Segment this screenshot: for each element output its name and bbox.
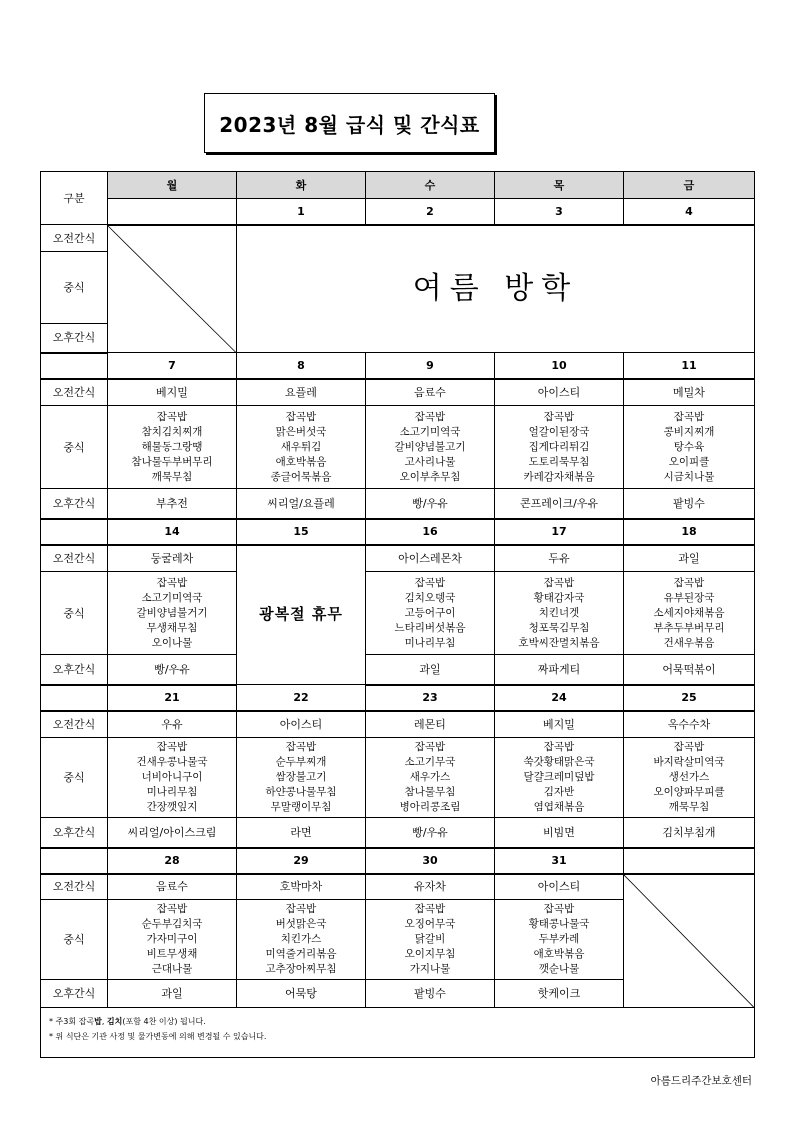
am-snack-cell: 아이스티 [237, 711, 366, 738]
pm-snack-cell: 어묵떡볶이 [624, 655, 755, 685]
lunch-cell: 잡곡밥 쑥갓황태맑은국 달걀크레미덮밥 김자반 염엽채볶음 [495, 738, 624, 818]
am-snack-cell: 음료수 [108, 874, 237, 900]
row-label-pm: 오후간식 [41, 818, 108, 848]
pm-snack-cell: 콘프레이크/우유 [495, 489, 624, 519]
date-cell: 3 [495, 199, 624, 225]
day-mon: 월 [108, 172, 237, 199]
lunch-cell: 잡곡밥 오징어무국 닭갈비 오이지무침 가지나물 [366, 900, 495, 980]
row-label-lunch: 중식 [41, 900, 108, 980]
week3-date-row [41, 519, 755, 545]
date-cell: 14 [108, 519, 237, 545]
week2-pm-row [41, 489, 755, 519]
diagonal-line [624, 875, 754, 1008]
date-cell: 11 [624, 353, 755, 379]
pm-snack-cell: 짜파게티 [495, 655, 624, 685]
am-snack-cell: 베지밀 [495, 711, 624, 738]
row-label-lunch: 중식 [41, 572, 108, 655]
date-cell: 9 [366, 353, 495, 379]
page-title-text: 2023년 8월 급식 및 간식표 [219, 112, 480, 137]
note-bold-kimchi: 김치 [106, 1017, 123, 1026]
pm-snack-cell: 핫케이크 [495, 980, 624, 1008]
row-label-am: 오전간식 [41, 545, 108, 572]
am-snack-cell: 베지밀 [108, 379, 237, 406]
date-cell: 2 [366, 199, 495, 225]
lunch-cell: 잡곡밥 소고기미역국 갈비양념불고기 고사리나물 오이부추무침 [366, 406, 495, 489]
pm-snack-cell: 과일 [366, 655, 495, 685]
week5-date-row [41, 848, 755, 874]
lunch-cell: 잡곡밥 콩비지찌개 탕수육 오이피클 시금치나물 [624, 406, 755, 489]
row-label-am: 오전간식 [41, 711, 108, 738]
pm-snack-cell: 라면 [237, 818, 366, 848]
am-snack-cell: 유자차 [366, 874, 495, 900]
row-label-am: 오전간식 [41, 874, 108, 900]
am-snack-cell: 우유 [108, 711, 237, 738]
week1-date-row [41, 199, 755, 225]
date-cell [624, 848, 755, 874]
lunch-cell: 잡곡밥 참치김치찌개 해물동그랑땡 참나물두부버무리 깨묵무침 [108, 406, 237, 489]
date-cell: 1 [237, 199, 366, 225]
am-snack-cell: 아이스티 [495, 379, 624, 406]
day-header-row [41, 172, 755, 199]
holiday-cell: 광복절 휴무 [237, 545, 366, 685]
row-label-pm: 오후간식 [41, 655, 108, 685]
corner-label: 구분 [41, 172, 108, 225]
lunch-cell: 잡곡밥 건새우콩나물국 너비아니구이 미나리무침 간장깻잎지 [108, 738, 237, 818]
date-cell: 30 [366, 848, 495, 874]
lunch-cell: 잡곡밥 순두부찌개 쌈장불고기 하얀콩나물무침 무말랭이무침 [237, 738, 366, 818]
date-cell: 25 [624, 685, 755, 711]
notes-cell [41, 1008, 755, 1058]
pm-snack-cell: 씨리얼/아이스크림 [108, 818, 237, 848]
week3-lunch-row [41, 572, 755, 655]
blank-cell [41, 519, 108, 545]
week2-date-row [41, 353, 755, 379]
date-cell: 7 [108, 353, 237, 379]
lunch-cell: 잡곡밥 유부된장국 소세지야채볶음 부추두부버무리 건새우볶음 [624, 572, 755, 655]
week2-lunch-row [41, 406, 755, 489]
day-tue: 화 [237, 172, 366, 199]
pm-snack-cell: 팥빙수 [366, 980, 495, 1008]
date-cell: 28 [108, 848, 237, 874]
lunch-cell: 잡곡밥 순두부김치국 가자미구이 비트무생채 근대나물 [108, 900, 237, 980]
note-text: (포함 4찬 이상) 됩니다. [122, 1017, 206, 1026]
pm-snack-cell: 빵/우유 [108, 655, 237, 685]
pm-snack-cell: 어묵탕 [237, 980, 366, 1008]
am-snack-cell: 옥수수차 [624, 711, 755, 738]
am-snack-cell: 음료수 [366, 379, 495, 406]
pm-snack-cell: 과일 [108, 980, 237, 1008]
diagonal-line [108, 226, 236, 353]
page-title [204, 93, 495, 153]
summer-vacation-banner: 여름 방학 [237, 225, 755, 353]
date-cell: 22 [237, 685, 366, 711]
week4-lunch-row [41, 738, 755, 818]
row-label-am: 오전간식 [41, 379, 108, 406]
date-cell: 15 [237, 519, 366, 545]
week5-am-row [41, 874, 755, 900]
date-cell: 31 [495, 848, 624, 874]
center-name: 아름드리주간보호센터 [650, 1075, 752, 1087]
pm-snack-cell: 비빔면 [495, 818, 624, 848]
week4-am-row [41, 711, 755, 738]
date-cell: 18 [624, 519, 755, 545]
row-label-lunch: 중식 [41, 252, 108, 324]
am-snack-cell: 아이스레몬차 [366, 545, 495, 572]
lunch-cell: 잡곡밥 황태감자국 치킨너겟 청포묵김무침 호박씨잔멸치볶음 [495, 572, 624, 655]
note-line-2: * 위 식단은 기관 사정 및 물가변동에 의해 변경될 수 있습니다. [49, 1032, 267, 1041]
pm-snack-cell: 팥빙수 [624, 489, 755, 519]
am-snack-cell: 레몬티 [366, 711, 495, 738]
week4-pm-row [41, 818, 755, 848]
note-line-1 [49, 1014, 746, 1029]
pm-snack-cell: 씨리얼/요플레 [237, 489, 366, 519]
day-wed: 수 [366, 172, 495, 199]
row-label-am: 오전간식 [41, 225, 108, 252]
am-snack-cell: 요플레 [237, 379, 366, 406]
date-cell: 23 [366, 685, 495, 711]
week2-am-row [41, 379, 755, 406]
note-bold-rice: 밥 [94, 1017, 102, 1026]
pm-snack-cell: 김치부침개 [624, 818, 755, 848]
date-cell [108, 199, 237, 225]
lunch-cell: 잡곡밥 얼갈이된장국 집게다리튀김 도토리묵무침 카레감자채볶음 [495, 406, 624, 489]
week1-am-row [41, 225, 755, 252]
row-label-pm: 오후간식 [41, 980, 108, 1008]
day-thu: 목 [495, 172, 624, 199]
am-snack-cell: 아이스티 [495, 874, 624, 900]
date-cell: 10 [495, 353, 624, 379]
lunch-cell: 잡곡밥 바지락살미역국 생선가스 오이양파무피클 깨묵무침 [624, 738, 755, 818]
am-snack-cell: 과일 [624, 545, 755, 572]
pm-snack-cell: 부추전 [108, 489, 237, 519]
blank-cell [41, 685, 108, 711]
pm-snack-cell: 빵/우유 [366, 489, 495, 519]
lunch-cell: 잡곡밥 맑은버섯국 새우튀김 애호박볶음 종글어묵볶음 [237, 406, 366, 489]
lunch-cell: 잡곡밥 황태콩나물국 두부카레 애호박볶음 깻순나물 [495, 900, 624, 980]
date-cell: 17 [495, 519, 624, 545]
pm-snack-cell: 빵/우유 [366, 818, 495, 848]
lunch-cell: 잡곡밥 김치오뎅국 고등어구이 느타리버섯볶음 미나리무침 [366, 572, 495, 655]
date-cell: 16 [366, 519, 495, 545]
empty-slash-cell [624, 874, 755, 1008]
am-snack-cell: 메밀차 [624, 379, 755, 406]
row-label-lunch: 중식 [41, 406, 108, 489]
date-cell: 21 [108, 685, 237, 711]
am-snack-cell: 호박마차 [237, 874, 366, 900]
blank-cell [41, 848, 108, 874]
meal-schedule-table [40, 171, 755, 1058]
date-cell: 24 [495, 685, 624, 711]
lunch-cell: 잡곡밥 소고기무국 새우가스 참나물무침 병아리콩조림 [366, 738, 495, 818]
empty-slash-cell [108, 225, 237, 353]
notes-row [41, 1008, 755, 1058]
date-cell: 29 [237, 848, 366, 874]
am-snack-cell: 둥굴레차 [108, 545, 237, 572]
note-text: * 주3회 잡곡 [49, 1017, 95, 1026]
date-cell: 4 [624, 199, 755, 225]
day-fri: 금 [624, 172, 755, 199]
note-text: , [101, 1017, 107, 1026]
week3-pm-row [41, 655, 755, 685]
row-label-lunch: 중식 [41, 738, 108, 818]
row-label-pm: 오후간식 [41, 324, 108, 353]
blank-cell [41, 353, 108, 379]
lunch-cell: 잡곡밥 버섯맑은국 치킨가스 미역줄거리볶음 고추장아찌무침 [237, 900, 366, 980]
row-label-pm: 오후간식 [41, 489, 108, 519]
am-snack-cell: 두유 [495, 545, 624, 572]
week3-am-row [41, 545, 755, 572]
date-cell: 8 [237, 353, 366, 379]
week4-date-row [41, 685, 755, 711]
lunch-cell: 잡곡밥 소고기미역국 갈비양념불거기 무생채무침 오이나물 [108, 572, 237, 655]
